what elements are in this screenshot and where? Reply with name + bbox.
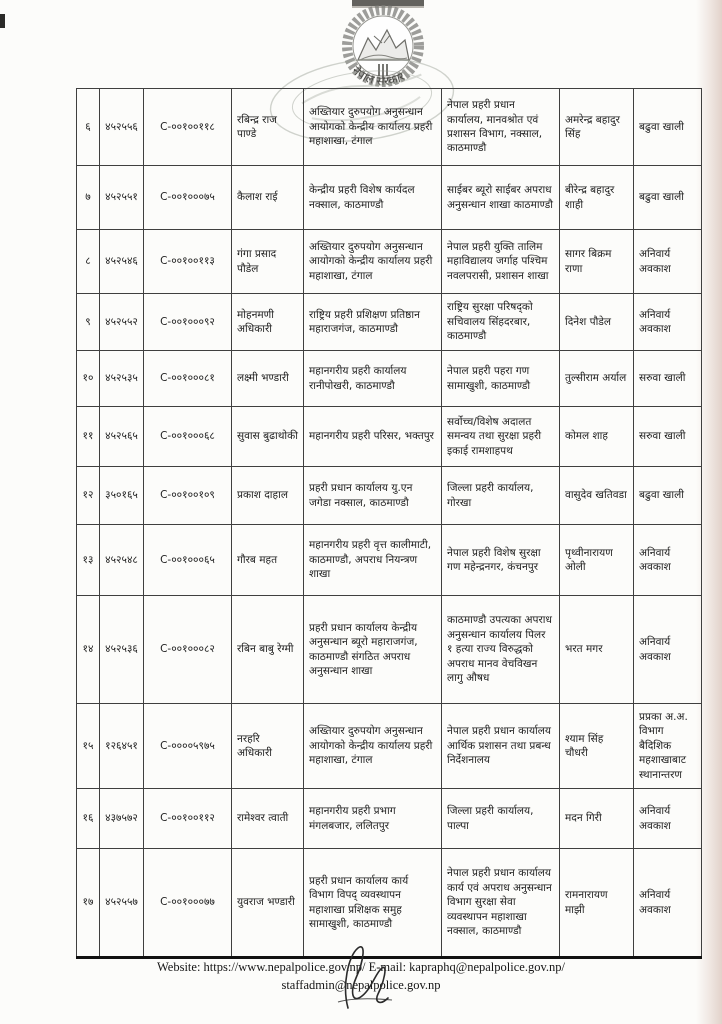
cell-employee-no: ४५२५३६ — [100, 596, 144, 704]
cell-office-from: महानगरीय प्रहरी परिसर, भक्तपुर — [304, 407, 442, 467]
cell-employee-no: ३५०१६५ — [100, 467, 144, 525]
cell-code: C-००१००११८ — [144, 89, 232, 166]
cell-remark: अनिवार्य अवकाश — [634, 849, 702, 958]
cell-code: C-००१०००६८ — [144, 407, 232, 467]
cell-name: गंगा प्रसाद पौडेल — [232, 230, 304, 294]
cell-office-from: अख्तियार दुरुपयोग अनुसन्धान आयोगको केन्द्रीय कार्यालय प्रहरी महाशाखा, टंगाल — [304, 230, 442, 294]
cell-remark: बढुवा खाली — [634, 467, 702, 525]
cell-remark: अनिवार्य अवकाश — [634, 596, 702, 704]
cell-office-from: महानगरीय प्रहरी कार्यालय रानीपोखरी, काठमाण्डौ — [304, 351, 442, 407]
cell-name: नरहरि अधिकारी — [232, 704, 304, 789]
cell-sn: १६ — [77, 789, 100, 849]
cell-sn: ८ — [77, 230, 100, 294]
cell-employee-no: ४५२५६५ — [100, 407, 144, 467]
cell-name: प्रकाश दाहाल — [232, 467, 304, 525]
cell-office-from: महानगरीय प्रहरी वृत्त कालीमाटी, काठमाण्डौ, अपराध नियन्त्रण शाखा — [304, 525, 442, 596]
footer-website-email: Website: https://www.nepalpolice.gov.np/ E-mail: kapraphq@nepalpolice.gov.np/ — [157, 960, 565, 974]
cell-sn: ६ — [77, 89, 100, 166]
cell-remark: सरुवा खाली — [634, 407, 702, 467]
cell-office-to: नेपाल प्रहरी प्रधान कार्यालय, मानवश्रोत एवं प्रशासन विभाग, नक्साल, काठमाण्डौ — [442, 89, 560, 166]
table-row — [77, 789, 702, 849]
cell-name: कैलाश राई — [232, 166, 304, 230]
cell-remark: अनिवार्य अवकाश — [634, 525, 702, 596]
cell-office-to: नेपाल प्रहरी पहरा गण सामाखुशी, काठमाण्डौ — [442, 351, 560, 407]
cell-code: C-००१००१०९ — [144, 467, 232, 525]
cell-remark: प्रप्रका अ.अ. विभाग बैदिशिक महशाखाबाट स्थानान्तरण — [634, 704, 702, 789]
cell-employee-no: ४५२५४६ — [100, 230, 144, 294]
cell-code: C-००१००११३ — [144, 230, 232, 294]
cell-remark: अनिवार्य अवकाश — [634, 294, 702, 351]
table-row — [77, 294, 702, 351]
cell-recommended-by: रामनारायण माझी — [560, 849, 634, 958]
cell-office-from: केन्द्रीय प्रहरी विशेष कार्यदल नक्साल, काठमाण्डौ — [304, 166, 442, 230]
cell-name: रबिन बाबु रेग्मी — [232, 596, 304, 704]
cell-sn: १२ — [77, 467, 100, 525]
personnel-transfer-table — [76, 88, 702, 959]
cell-office-to: काठमाण्डौ उपत्यका अपराध अनुसन्धान कार्यालय पिलर १ हत्या राज्य विरुद्धको अपराध मानव वेचविखन लागु औषध — [442, 596, 560, 704]
cell-name: गौरब महत — [232, 525, 304, 596]
cell-office-from: प्रहरी प्रधान कार्यालय केन्द्रीय अनुसन्धान ब्यूरो महाराजगंज, काठमाण्डौ संगठित अपराध अनुसन्धान शाखा — [304, 596, 442, 704]
cell-recommended-by: भरत मगर — [560, 596, 634, 704]
footer-email-2: staffadmin@nepalpolice.gov.np — [281, 978, 441, 993]
cell-sn: १० — [77, 351, 100, 407]
cell-office-to: जिल्ला प्रहरी कार्यालय, पाल्पा — [442, 789, 560, 849]
cell-office-to: सर्वोच्च/विशेष अदालत समन्वय तथा सुरक्षा प्रहरी इकाई रामशाहपथ — [442, 407, 560, 467]
emblem-caption: नेपाल सरकार — [349, 63, 407, 89]
cell-code: C-००००५९७५ — [144, 704, 232, 789]
cell-recommended-by: वासुदेव खतिवडा — [560, 467, 634, 525]
cell-code: C-००१००११२ — [144, 789, 232, 849]
cell-recommended-by: श्याम सिंह चौधरी — [560, 704, 634, 789]
cell-employee-no: ४५२५५६ — [100, 89, 144, 166]
table-row — [77, 525, 702, 596]
cell-employee-no: ४३७५७२ — [100, 789, 144, 849]
table-row — [77, 596, 702, 704]
cell-remark: बढुवा खाली — [634, 166, 702, 230]
signature-scribble — [318, 938, 410, 1020]
cell-recommended-by: दिनेश पौडेल — [560, 294, 634, 351]
cell-name: रबिन्द्र राज पाण्डे — [232, 89, 304, 166]
cell-remark: बढुवा खाली — [634, 89, 702, 166]
cell-code: C-००१०००८२ — [144, 596, 232, 704]
cell-code: C-००१०००७५ — [144, 166, 232, 230]
cell-employee-no: ४५२५५७ — [100, 849, 144, 958]
table-row — [77, 89, 702, 166]
cell-office-to: साईबर ब्यूरो साईबर अपराध अनुसन्धान शाखा काठमाण्डौ — [442, 166, 560, 230]
cell-employee-no: ४५२५४८ — [100, 525, 144, 596]
cell-recommended-by: कोमल शाह — [560, 407, 634, 467]
cell-employee-no: ४५२५३५ — [100, 351, 144, 407]
table-row — [77, 230, 702, 294]
cell-remark: अनिवार्य अवकाश — [634, 230, 702, 294]
cell-name: मोहनमणी अधिकारी — [232, 294, 304, 351]
cell-office-from: अख्तियार दुरुपयोग अनुसन्धान आयोगको केन्द्रीय कार्यालय प्रहरी महाशाखा, टंगाल — [304, 89, 442, 166]
cell-office-from: अख्तियार दुरुपयोग अनुसन्धान आयोगको केन्द्रीय कार्यालय प्रहरी महाशाखा, टंगाल — [304, 704, 442, 789]
cell-code: C-००१०००७७ — [144, 849, 232, 958]
cell-office-to: नेपाल प्रहरी प्रधान कार्यालय कार्य एवं अपराध अनुसन्धान विभाग सुरक्षा सेवा व्यवस्थापन महाशाखा नक्साल, काठमाण्डौ — [442, 849, 560, 958]
cell-sn: ११ — [77, 407, 100, 467]
cell-sn: १४ — [77, 596, 100, 704]
cell-office-from: राष्ट्रिय प्रहरी प्रशिक्षण प्रतिष्ठान महाराजगंज, काठमाण्डौ — [304, 294, 442, 351]
cell-remark: सरुवा खाली — [634, 351, 702, 407]
cell-office-from: प्रहरी प्रधान कार्यालय कार्य विभाग विपद् व्यवस्थापन महाशाखा प्रशिक्षक समुह सामाखुशी, काठमाण्डौ — [304, 849, 442, 958]
cell-sn: १७ — [77, 849, 100, 958]
cell-office-to: जिल्ला प्रहरी कार्यालय, गोरखा — [442, 467, 560, 525]
cell-name: युवराज भण्डारी — [232, 849, 304, 958]
cell-sn: ७ — [77, 166, 100, 230]
cell-employee-no: ४५२५५१ — [100, 166, 144, 230]
cell-recommended-by: मदन गिरी — [560, 789, 634, 849]
cell-employee-no: १२६४५१ — [100, 704, 144, 789]
cell-office-to: नेपाल प्रहरी प्रधान कार्यालय आर्थिक प्रशासन तथा प्रबन्ध निर्देशनालय — [442, 704, 560, 789]
cell-office-from: प्रहरी प्रधान कार्यालय यु.एन जगेडा नक्साल, काठमाण्डौ — [304, 467, 442, 525]
cell-name: लक्ष्मी भण्डारी — [232, 351, 304, 407]
cell-code: C-००१०००९२ — [144, 294, 232, 351]
table-row — [77, 407, 702, 467]
cell-name: सुवास बुढाथोकी — [232, 407, 304, 467]
cell-employee-no: ४५२५५२ — [100, 294, 144, 351]
cell-name: रामेश्वर त्वाती — [232, 789, 304, 849]
cell-remark: अनिवार्य अवकाश — [634, 789, 702, 849]
table-row — [77, 351, 702, 407]
cell-recommended-by: तुल्सीराम अर्याल — [560, 351, 634, 407]
cell-recommended-by: अमरेन्द्र बहादुर सिंह — [560, 89, 634, 166]
cell-sn: १३ — [77, 525, 100, 596]
cell-office-to: नेपाल प्रहरी युक्ति तालिम महाविद्यालय जर्गाह पश्चिम नवलपरासी, प्रशासन शाखा — [442, 230, 560, 294]
table-row — [77, 704, 702, 789]
table-row — [77, 166, 702, 230]
cell-code: C-००१०००८१ — [144, 351, 232, 407]
cell-recommended-by: सागर बिक्रम राणा — [560, 230, 634, 294]
cell-recommended-by: बीरेन्द्र बहादुर शाही — [560, 166, 634, 230]
cell-office-to: नेपाल प्रहरी विशेष सुरक्षा गण महेन्द्रनगर, कंचनपुर — [442, 525, 560, 596]
cell-office-from: महानगरीय प्रहरी प्रभाग मंगलबजार, ललितपुर — [304, 789, 442, 849]
table-row — [77, 467, 702, 525]
cell-code: C-००१०००६५ — [144, 525, 232, 596]
scan-artifact — [0, 14, 5, 28]
cell-recommended-by: पृथ्वीनारायण ओली — [560, 525, 634, 596]
cell-sn: १५ — [77, 704, 100, 789]
cell-sn: ९ — [77, 294, 100, 351]
cell-office-to: राष्ट्रिय सुरक्षा परिषद्को सचिवालय सिंहदरबार, काठमाण्डौ — [442, 294, 560, 351]
